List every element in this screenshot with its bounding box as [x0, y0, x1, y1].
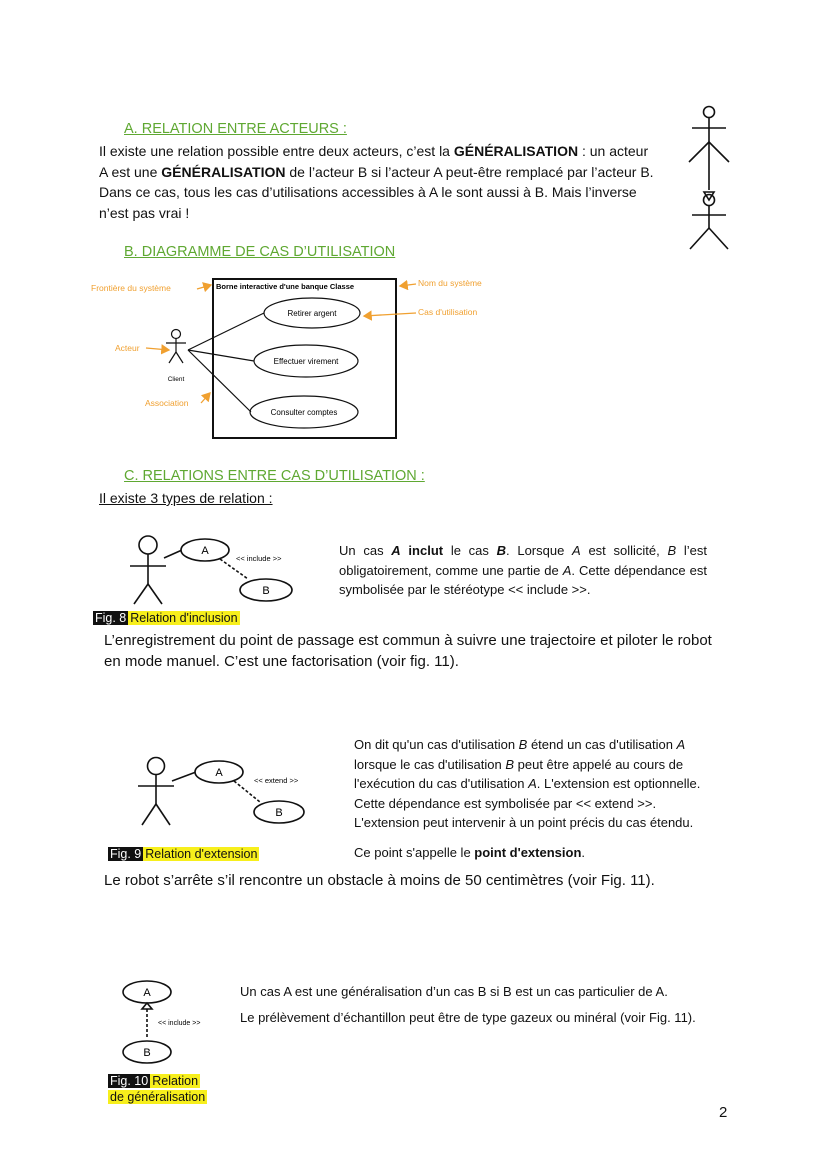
actor-name: Client	[167, 376, 185, 383]
use-case-b-label: B	[275, 807, 283, 819]
use-case-b-label: B	[143, 1047, 151, 1059]
stereotype-label: << include >>	[236, 554, 282, 563]
use-case-a-label: A	[143, 987, 151, 999]
section-a-text: Il existe une relation possible entre deux acteurs, c’est la GÉNÉRALISATION : un acteur A est une GÉNÉRALISATION de l’acteur B si l’acteur A peut-être remplacé par l’acteur B. Dans ce cas, tous les cas d’utilisations accessibles à A le sont aussi à B. Mais l’inverse n’est pas vrai !	[99, 143, 654, 221]
extension-example: Le robot s’arrête s’il rencontre un obstacle à moins de 50 centimètres (voir Fig. 11).	[104, 872, 655, 889]
fig-8-caption: Fig. 8 Relation d'inclusion	[95, 611, 238, 625]
extension-point-line: Ce point s'appelle le point d'extension.	[354, 845, 586, 860]
system-name: Borne interactive d'une banque Classe	[216, 282, 355, 291]
section-a-heading: A. RELATION ENTRE ACTEURS :	[124, 121, 347, 137]
use-case-label: Effectuer virement	[273, 357, 339, 366]
generalisation-line-1: Un cas A est une généralisation d’un cas B si B est un cas particulier de A.	[240, 984, 668, 999]
extension-diagram	[132, 752, 332, 836]
inclusion-example: L’enregistrement du point de passage est commun à suivre une trajectoire et piloter le robot en mode manuel. C’est une factorisation (voir fig. 11).	[104, 632, 712, 670]
fig-9-caption: Fig. 9 Relation d'extension	[110, 847, 258, 861]
fig-10-caption: Fig. 10 Relation de généralisation	[110, 1074, 206, 1104]
use-case-b-label: B	[262, 585, 270, 597]
use-case-diagram	[88, 272, 508, 444]
inclusion-diagram	[112, 526, 320, 610]
annotation-actor: Acteur	[115, 343, 140, 353]
actor-generalisation-diagram	[682, 102, 742, 254]
extension-description: On dit qu'un cas d'utilisation B étend un cas d'utilisation A lorsque le cas d'utilisation B peut être appelé au cours de l'exécution du cas d'utilisation A. L'extension est optionnelle. Cette dépendance est symbolisée par << extend >>. L'extension peut intervenir à un point précis du cas étendu.	[354, 737, 701, 830]
annotation-system: Nom du système	[418, 278, 482, 288]
section-c-intro: Il existe 3 types de relation :	[99, 490, 273, 506]
inclusion-description: Un cas A inclut le cas B. Lorsque A est sollicité, B l’est obligatoirement, comme une partie de A. Cette dépendance est symbolisée par le stéréotype << include >>.	[339, 543, 707, 597]
use-case-label: Consulter comptes	[270, 408, 338, 417]
section-c-heading: C. RELATIONS ENTRE CAS D’UTILISATION :	[124, 468, 425, 484]
stereotype-label: << extend >>	[254, 776, 299, 785]
use-case-label: Retirer argent	[287, 309, 337, 318]
generalisation-diagram	[116, 976, 216, 1068]
annotation-boundary: Frontière du système	[91, 283, 171, 293]
generalisation-line-2: Le prélèvement d’échantillon peut être de type gazeux ou minéral (voir Fig. 11).	[240, 1010, 696, 1025]
page-number: 2	[719, 1104, 728, 1121]
annotation-association: Association	[145, 398, 189, 408]
annotation-use-case: Cas d'utilisation	[418, 307, 478, 317]
use-case-a-label: A	[201, 545, 209, 557]
section-b-heading: B. DIAGRAMME DE CAS D’UTILISATION	[124, 244, 396, 260]
actor-client	[166, 330, 186, 364]
stereotype-label: << include >>	[158, 1020, 201, 1027]
use-case-a-label: A	[215, 767, 223, 779]
